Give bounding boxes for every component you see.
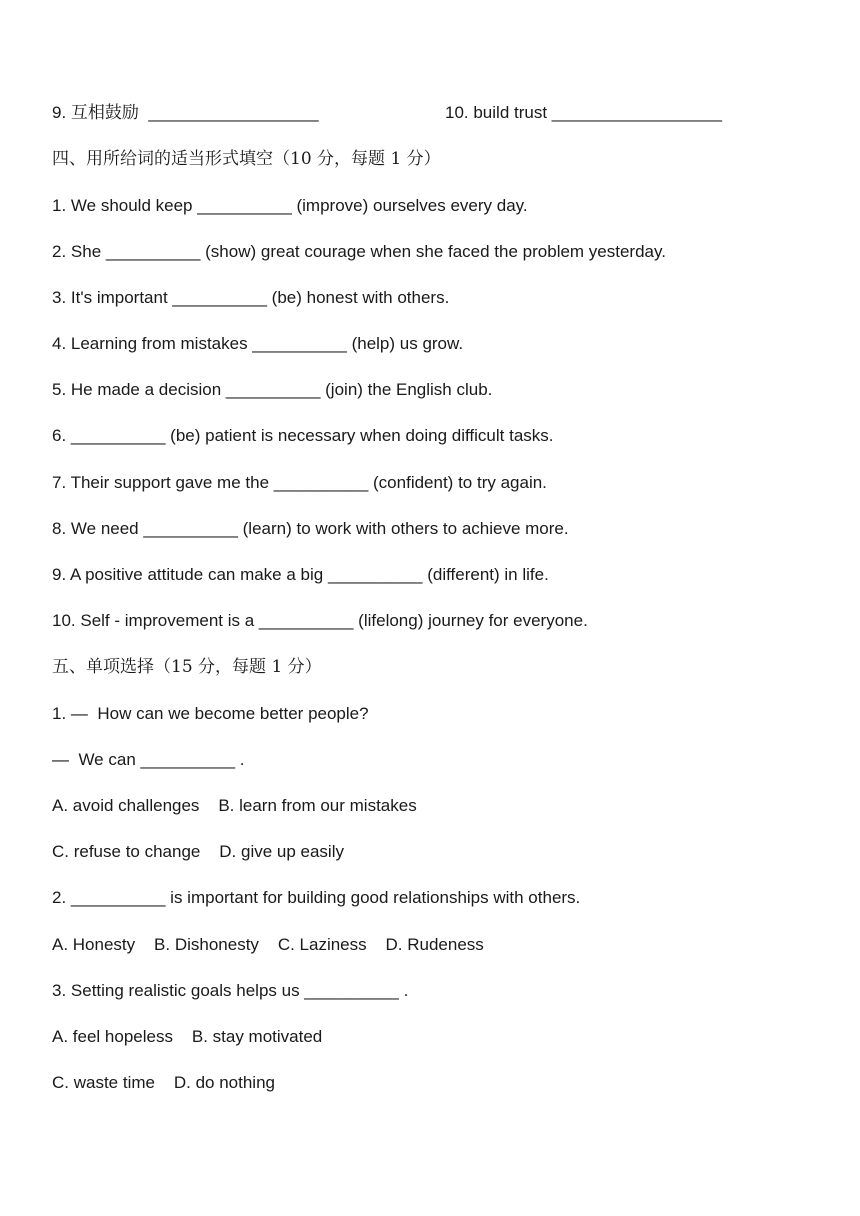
fill-blank-item-5: 5. He made a decision __________ (join) the English club.	[52, 380, 493, 399]
mc-question-1-answer: — We can __________ .	[52, 750, 245, 769]
section-4-heading: 四、用所给词的适当形式填空（10 分，每题 1 分）	[52, 149, 441, 169]
mc-question-1: 1. — How can we become better people?	[52, 704, 369, 723]
vocab-item-10: 10. build trust __________________	[445, 103, 722, 122]
fill-blank-item-6: 6. __________ (be) patient is necessary when doing difficult tasks.	[52, 426, 554, 445]
mc-question-3: 3. Setting realistic goals helps us __________ .	[52, 981, 409, 1000]
fill-blank-item-4: 4. Learning from mistakes __________ (help) us grow.	[52, 334, 464, 353]
vocab-item-9: 9. 互相鼓励 __________________	[52, 103, 319, 122]
mc-question-1-options-cd: C. refuse to change D. give up easily	[52, 842, 344, 861]
mc-question-3-options-cd: C. waste time D. do nothing	[52, 1073, 275, 1092]
fill-blank-item-7: 7. Their support gave me the __________ (confident) to try again.	[52, 473, 547, 492]
fill-blank-item-9: 9. A positive attitude can make a big __________ (different) in life.	[52, 565, 549, 584]
section-5-heading: 五、单项选择（15 分，每题 1 分）	[52, 657, 322, 677]
fill-blank-item-3: 3. It's important __________ (be) honest with others.	[52, 288, 450, 307]
mc-question-2: 2. __________ is important for building good relationships with others.	[52, 888, 581, 907]
fill-blank-item-2: 2. She __________ (show) great courage when she faced the problem yesterday.	[52, 242, 666, 261]
mc-question-1-options-ab: A. avoid challenges B. learn from our mistakes	[52, 796, 417, 815]
mc-question-3-options-ab: A. feel hopeless B. stay motivated	[52, 1027, 323, 1046]
fill-blank-item-8: 8. We need __________ (learn) to work with others to achieve more.	[52, 519, 569, 538]
mc-question-2-options: A. Honesty B. Dishonesty C. Laziness D. Rudeness	[52, 935, 484, 954]
fill-blank-item-1: 1. We should keep __________ (improve) ourselves every day.	[52, 196, 528, 215]
fill-blank-item-10: 10. Self - improvement is a __________ (lifelong) journey for everyone.	[52, 611, 588, 630]
